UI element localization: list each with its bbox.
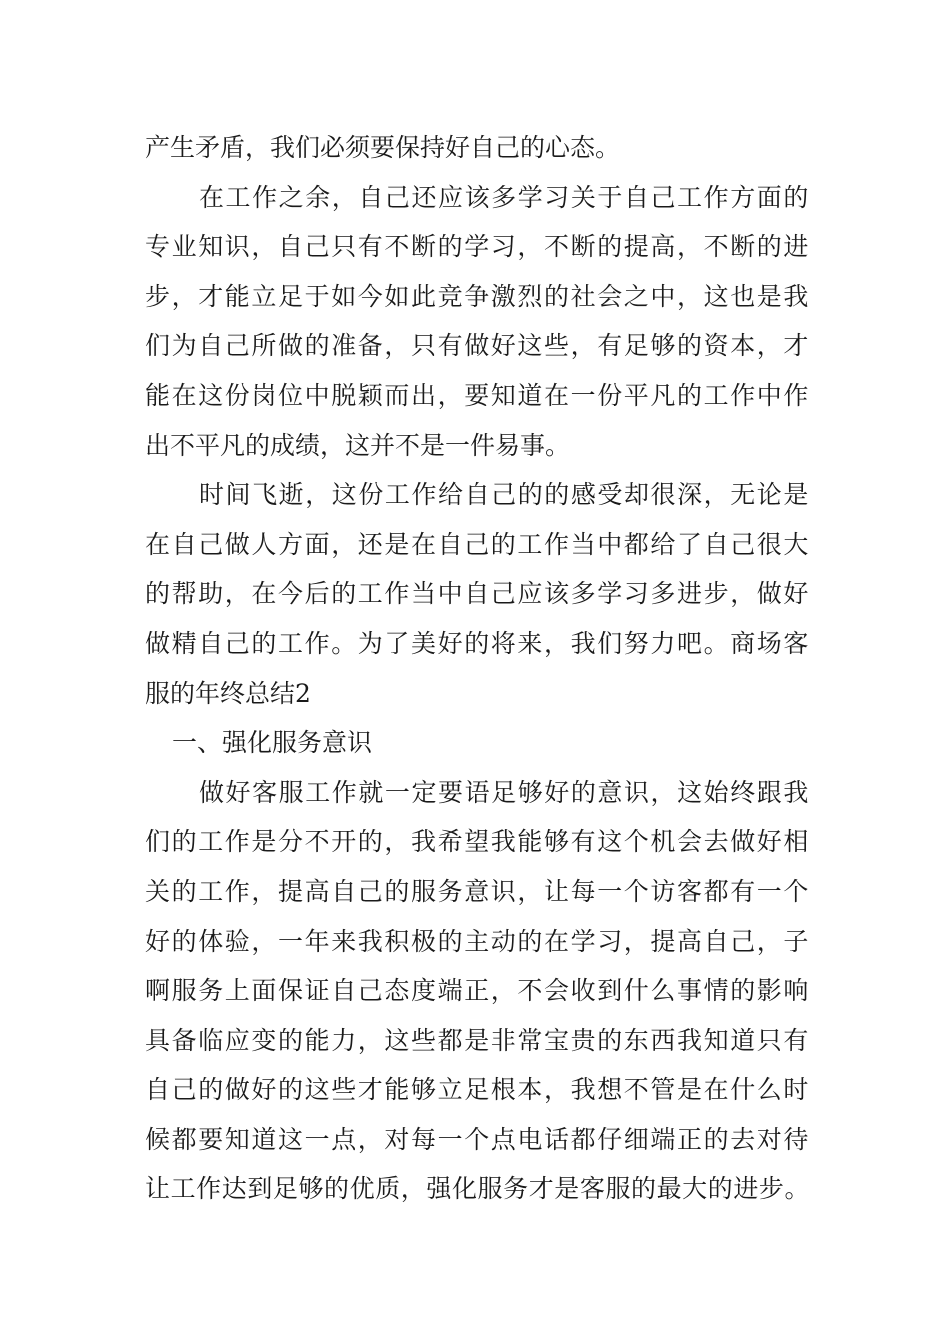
text-line: 好的体验，一年来我积极的主动的在学习，提高自己，子	[145, 926, 811, 956]
text-line: 让工作达到足够的优质，强化服务才是客服的最大的进步。	[145, 1174, 811, 1204]
text-line: 们为自己所做的准备，只有做好这些，有足够的资本，才	[145, 331, 811, 361]
text-line: 的帮助，在今后的工作当中自己应该多学习多进步，做好	[145, 579, 811, 609]
text-line: 步，才能立足于如今如此竞争激烈的社会之中，这也是我	[145, 281, 811, 311]
text-line: 啊服务上面保证自己态度端正，不会收到什么事情的影响	[145, 976, 811, 1006]
text-line: 在自己做人方面，还是在自己的工作当中都给了自己很大	[145, 529, 811, 559]
text-line: 产生矛盾，我们必须要保持好自己的心态。	[145, 133, 621, 162]
text-line: 自己的做好的这些才能够立足根本，我想不管是在什么时	[145, 1075, 811, 1105]
text-line: 能在这份岗位中脱颖而出，要知道在一份平凡的工作中作	[145, 380, 811, 410]
text-line: 具备临应变的能力，这些都是非常宝贵的东西我知道只有	[145, 1025, 811, 1055]
text-line: 专业知识，自己只有不断的学习，不断的提高，不断的进	[145, 232, 811, 262]
text-line: 关的工作，提高自己的服务意识，让每一个访客都有一个	[145, 876, 811, 906]
text-line: 做精自己的工作。为了美好的将来，我们努力吧。商场客	[145, 628, 811, 658]
text-line: 时间飞逝，这份工作给自己的的感受却很深，无论是	[199, 480, 810, 510]
document-body	[145, 123, 810, 1214]
text-line: 做好客服工作就一定要语足够好的意识，这始终跟我	[199, 777, 810, 807]
text-line: 出不平凡的成绩，这并不是一件易事。	[145, 430, 571, 460]
text-line: 候都要知道这一点，对每一个点电话都仔细端正的去对待	[145, 1124, 811, 1154]
text-line: 一、强化服务意识	[172, 728, 373, 758]
text-line: 们的工作是分不开的，我希望我能够有这个机会去做好相	[145, 827, 811, 857]
text-line: 服的年终总结2	[145, 678, 311, 708]
text-line: 在工作之余，自己还应该多学习关于自己工作方面的	[199, 182, 810, 212]
